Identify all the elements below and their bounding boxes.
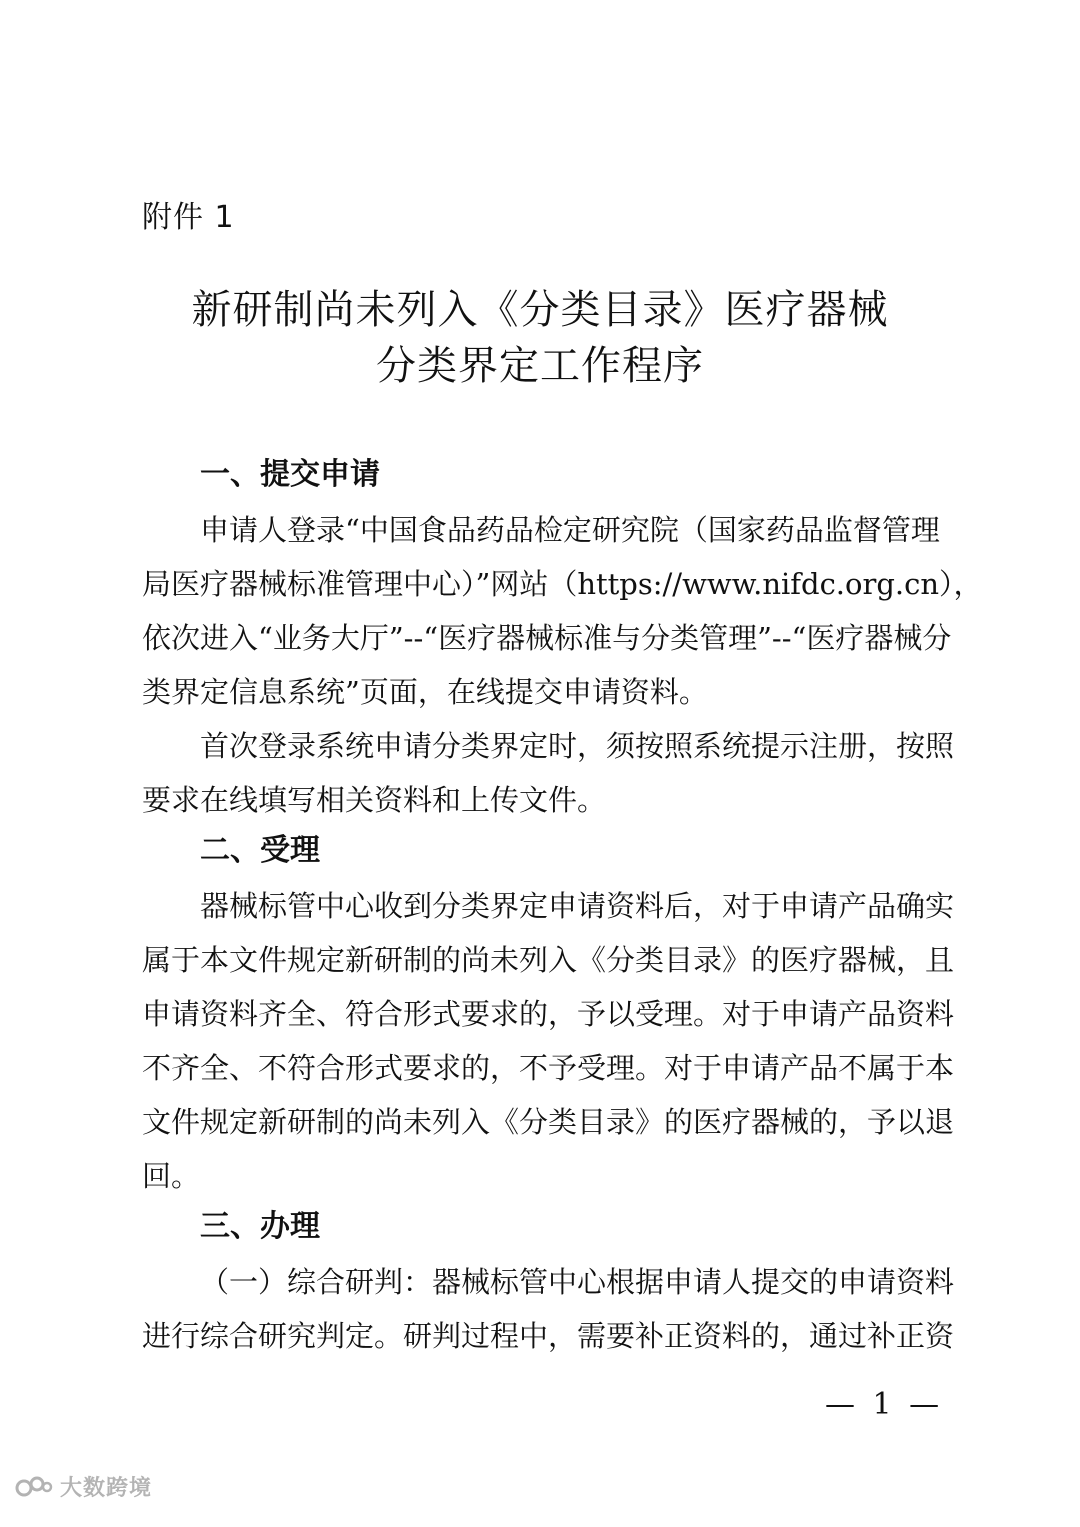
paragraph-line: 局医疗器械标准管理中心）”网站（https://www.nifdc.org.cn）， — [142, 567, 983, 601]
section-heading-acceptance: 二、受理 — [200, 833, 320, 868]
paragraph-line: 依次进入“业务大厅”--“医疗器械标准与分类管理”--“医疗器械分 — [142, 621, 952, 655]
paragraph-line: 文件规定新研制的尚未列入《分类目录》的医疗器械的，予以退 — [142, 1105, 955, 1139]
watermark-text: 大数跨境 — [60, 1475, 153, 1501]
paragraph-line: 属于本文件规定新研制的尚未列入《分类目录》的医疗器械，且 — [142, 943, 955, 977]
section-heading-submit: 一、提交申请 — [200, 457, 380, 492]
paragraph-line: 进行综合研究判定。研判过程中，需要补正资料的，通过补正资 — [142, 1319, 955, 1353]
document-title-line-1: 新研制尚未列入《分类目录》医疗器械 — [191, 287, 889, 333]
paragraph-line: 回。 — [142, 1159, 201, 1193]
paragraph-line: 不齐全、不符合形式要求的，不予受理。对于申请产品不属于本 — [142, 1051, 955, 1085]
brand-logo-icon — [14, 1471, 54, 1501]
paragraph-line: 要求在线填写相关资料和上传文件。 — [142, 783, 607, 817]
attachment-label: 附件 1 — [142, 200, 235, 235]
section-heading-handling: 三、办理 — [200, 1209, 320, 1244]
paragraph-line: 申请资料齐全、符合形式要求的，予以受理。对于申请产品资料 — [142, 997, 955, 1031]
paragraph-line: 申请人登录“中国食品药品检定研究院（国家药品监督管理 — [200, 513, 940, 547]
paragraph-line: （一）综合研判：器械标管中心根据申请人提交的申请资料 — [200, 1265, 955, 1299]
page-number: — 1 — — [825, 1387, 944, 1422]
document-title-line-2: 分类界定工作程序 — [376, 343, 704, 389]
paragraph-line: 类界定信息系统”页面，在线提交申请资料。 — [142, 675, 708, 709]
paragraph-line: 器械标管中心收到分类界定申请资料后，对于申请产品确实 — [200, 889, 955, 923]
paragraph-line: 首次登录系统申请分类界定时，须按照系统提示注册，按照 — [200, 729, 955, 763]
watermark — [14, 1468, 152, 1504]
